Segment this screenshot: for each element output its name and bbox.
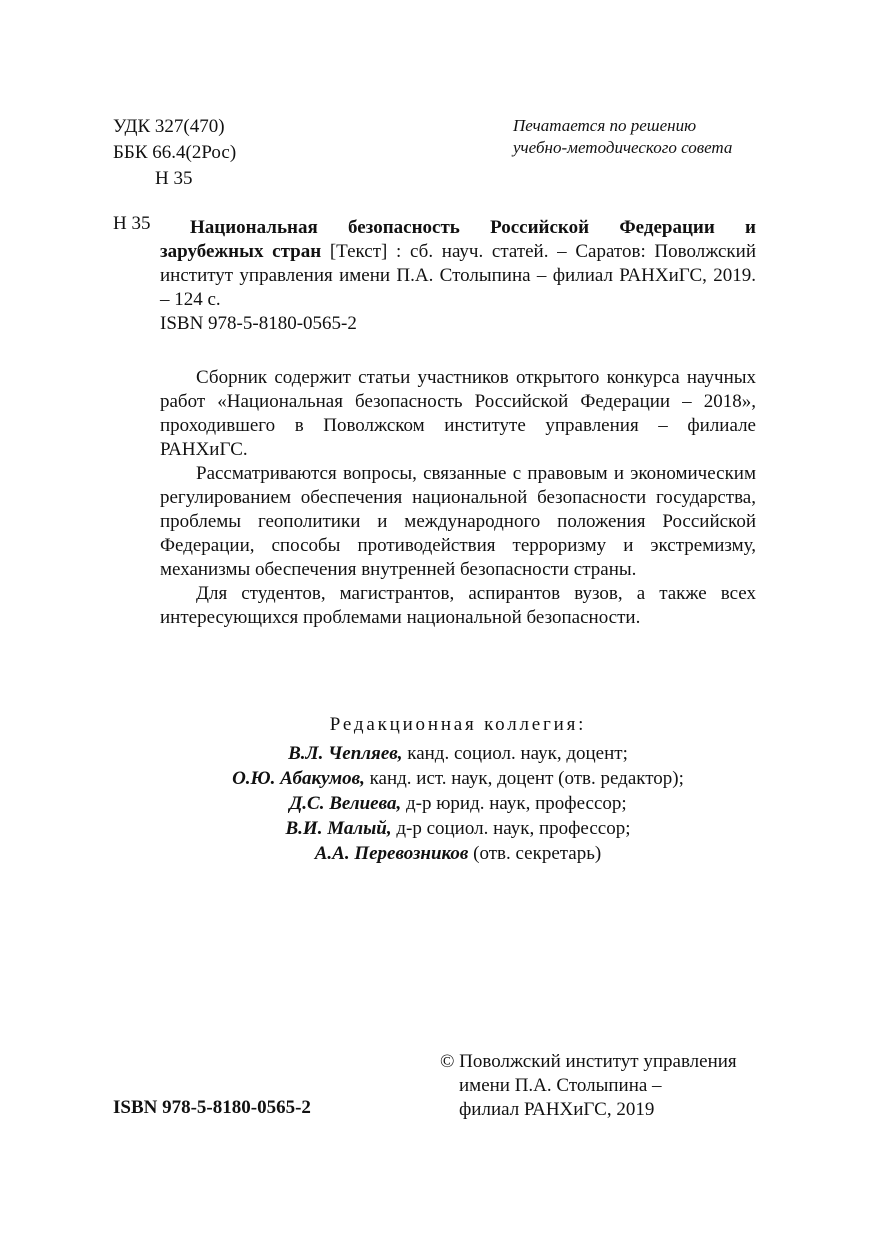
approval-line-2: учебно-методического совета [513, 138, 733, 157]
copyright-line-3: филиал РАНХиГС, 2019 [459, 1099, 655, 1120]
member-name: В.И. Малый, [285, 818, 392, 839]
annotation-paragraph: Для студентов, магистрантов, аспирантов вузов, а также всех интересующихся проблемами национальной безопасности. [160, 583, 756, 628]
member-name: Д.С. Велиева, [289, 793, 402, 814]
book-title: Национальная безопасность Российской Федерации и зарубежных стран [160, 217, 756, 262]
classification-block [113, 114, 236, 192]
author-mark: Н 35 [155, 168, 193, 189]
board-member [160, 841, 756, 866]
copyright-line-2: имени П.А. Столыпина – [459, 1075, 662, 1096]
board-member [160, 741, 756, 766]
annotation [160, 366, 756, 630]
approval-line-1: Печатается по решению [513, 116, 697, 135]
member-name: А.А. Перевозников [314, 843, 469, 864]
board-member [160, 816, 756, 841]
member-role: (отв. секретарь) [473, 843, 602, 864]
record-code: Н 35 [113, 213, 151, 234]
record-isbn: ISBN 978-5-8180-0565-2 [160, 313, 357, 334]
footer-isbn: ISBN 978-5-8180-0565-2 [113, 1097, 311, 1118]
book-details: [Текст] : сб. науч. статей. – Саратов: Поволжский институт управления имени П.А. Столыпина – филиал РАНХиГС, 2019. – 124 с. [160, 241, 756, 310]
approval-note [513, 115, 732, 159]
member-role: канд. ист. наук, доцент (отв. редактор); [369, 768, 684, 789]
member-role: д-р социол. наук, профессор; [396, 818, 631, 839]
editorial-board [160, 712, 756, 866]
bibliographic-record [160, 216, 756, 336]
udk-code: УДК 327(470) [113, 116, 225, 137]
annotation-paragraph: Рассматриваются вопросы, связанные с правовым и экономическим регулированием обеспечения национальной безопасности государства, проблемы геополитики и международного положения Российской Федерации, способы противодействия терроризму и экстремизму, механизмы обеспечения внутренней безопасности страны. [160, 463, 756, 580]
board-member [160, 766, 756, 791]
member-name: В.Л. Чепляев, [288, 743, 403, 764]
bbk-code: ББК 66.4(2Рос) [113, 142, 237, 163]
editorial-board-heading: Редакционная коллегия: [329, 714, 587, 735]
member-role: д-р юрид. наук, профессор; [405, 793, 627, 814]
copyright-line-1: © Поволжский институт управления [440, 1051, 737, 1072]
board-member [160, 791, 756, 816]
copyright-notice [440, 1050, 737, 1122]
member-name: О.Ю. Абакумов, [232, 768, 365, 789]
annotation-paragraph: Сборник содержит статьи участников открытого конкурса научных работ «Национальная безопасность Российской Федерации – 2018», проходившего в Поволжском институте управления – филиале РАНХиГС. [160, 367, 756, 460]
member-role: канд. социол. наук, доцент; [407, 743, 628, 764]
